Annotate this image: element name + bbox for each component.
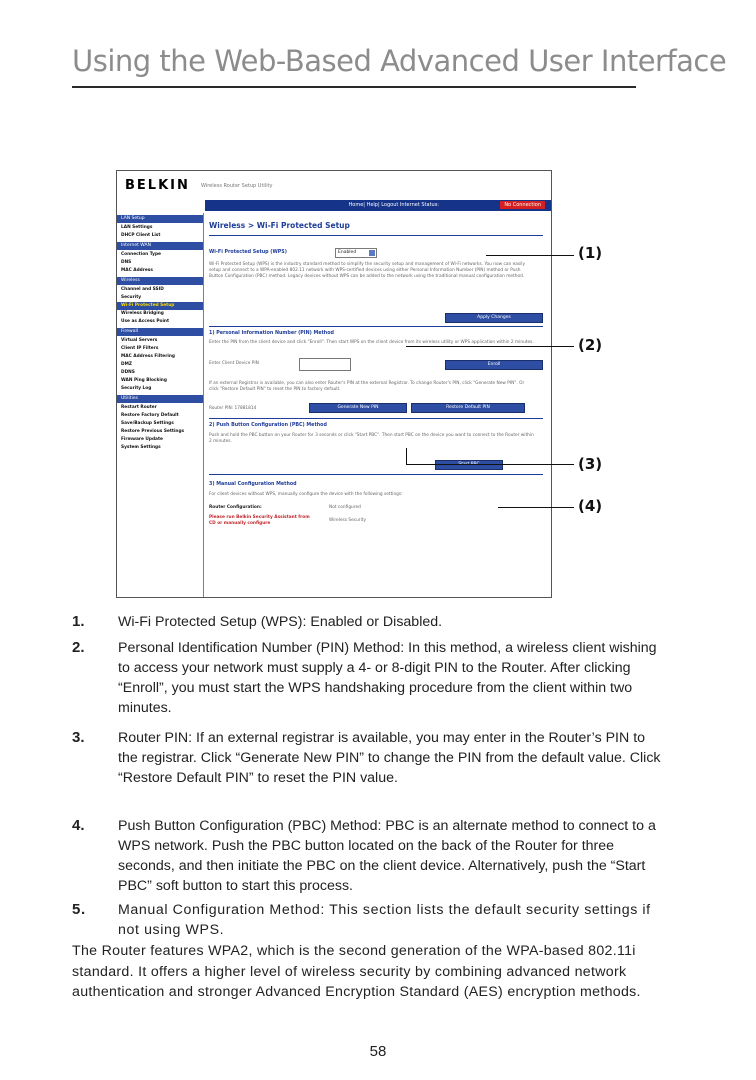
callout-line-4 [498,507,574,508]
brand-subtitle: Wireless Router Setup Utility [201,183,273,189]
callout-1: (1) [578,244,603,262]
sidebar-item[interactable]: Connection Type [121,252,161,257]
sidebar-section-header: Utilities [117,395,203,403]
sidebar-item[interactable]: Restore Previous Settings [121,429,185,434]
manual-description: For client devices without WPS, manually configure the device with the following settings: [209,492,403,497]
sidebar-section-header: Wireless [117,277,203,285]
list-number: 4. [72,817,85,834]
callout-2: (2) [578,336,603,354]
client-pin-input[interactable] [299,358,351,371]
router-pin: Router PIN: 17881814 [209,406,257,411]
router-sidebar [117,213,204,597]
router-ui-screenshot [116,170,552,598]
list-number: 2. [72,639,85,656]
list-number: 1. [72,613,85,630]
divider [209,326,543,327]
restore-default-pin-button[interactable]: Restore Default PIN [411,403,525,413]
sidebar-item[interactable]: Client IP Filters [121,346,159,351]
generate-new-pin-button[interactable]: Generate New PIN [309,403,407,413]
router-top-bar [205,200,551,211]
sidebar-item[interactable]: DDNS [121,370,135,375]
apply-changes-button[interactable]: Apply Changes [445,313,543,323]
sidebar-item[interactable]: Virtual Servers [121,338,158,343]
wps-description: Wi-Fi Protected Setup (WPS) is the industry standard method to simplify the security setup and management of Wi-Fi networks. You now can easily setup and connect to a WPA-enabled 802.11 network with WPS-certified devices using either Personal Information Number (PIN) method or Push Button Configuration (PBC) method. Legacy devices without WPS can be added to the network using the traditional manual configuration method. [209,262,526,279]
sidebar-item[interactable]: Firmware Update [121,437,163,442]
sidebar-item[interactable]: DMZ [121,362,132,367]
sidebar-item[interactable]: Restore Factory Default [121,413,179,418]
list-number: 5. [72,901,86,918]
sidebar-item[interactable]: MAC Address [121,268,153,273]
list-text: Router PIN: If an external registrar is available, you may enter in the Router’s PIN to the registrar. Click “Generate New PIN” to change the PIN from the default value. Click “Restore Default PIN” to reset the PIN value. [118,730,661,786]
sidebar-item[interactable]: Restart Router [121,405,157,410]
divider [209,474,543,475]
breadcrumb: Wireless > Wi-Fi Protected Setup [209,221,350,230]
divider [209,418,543,419]
list-number: 3. [72,729,85,746]
sidebar-item[interactable]: WAN Ping Blocking [121,378,167,383]
closing-paragraph: The Router features WPA2, which is the second generation of the WPA-based 802.11i standard. It offers a higher level of wireless security by combining advanced network authentication and stronger Advanced Encryption Standard (AES) encryption methods. [72,943,641,1000]
assistant-label: Please run Belkin Security Assistant from CD or manually configure [209,515,310,526]
page-title: Using the Web-Based Advanced User Interface [72,44,727,78]
top-links[interactable]: Home| Help| Logout Internet Status: [348,202,439,208]
sidebar-item[interactable]: DNS [121,260,132,265]
pin-description: Enter the PIN from the client device and click "Enroll". Then start WPS on the client device from its wireless utility or WPS application within 2 minutes. [209,340,534,345]
pbc-description: Push and hold the PBC button on your Router for 3 seconds or click "Start PBC". Then start PBC on the device you want to connect to the Router within 2 minutes. [209,433,534,444]
wps-select[interactable] [335,248,377,258]
router-config-label: Router Configuration: [209,505,262,510]
sidebar-item[interactable]: Wi-Fi Protected Setup [117,302,203,310]
assistant-value: Wireless Security [329,518,366,523]
sidebar-item[interactable]: MAC Address Filtering [121,354,175,359]
list-text: Wi-Fi Protected Setup (WPS): Enabled or Disabled. [118,614,443,630]
sidebar-item[interactable]: Use as Access Point [121,319,170,324]
belkin-logo: BELKIN [125,178,190,193]
callout-line-3-vertical [406,448,407,464]
sidebar-item[interactable]: Security Log [121,386,152,391]
registrar-description: If an external Registrar is available, you can also enter Router's PIN at the external Registrar. To change Router's PIN, click "Generate New PIN". Or click "Restore Default PIN" to reset the PIN to factory default. [209,381,525,392]
router-header [117,171,551,201]
list-text: Personal Identification Number (PIN) Method: In this method, a wireless client wishing to access your network must supply a 4- or 8-digit PIN to the Router. After clicking “Enroll”, you must start the WPS handshaking procedure from the client within two minutes. [118,640,657,716]
sidebar-section-header: Internet WAN [117,242,203,250]
sidebar-item[interactable]: Security [121,295,142,300]
enroll-button[interactable]: Enroll [445,360,543,370]
callout-line-1 [486,255,574,256]
client-pin-label: Enter Client Device PIN [209,361,259,366]
sidebar-item[interactable]: LAN Settings [121,225,153,230]
wps-label: Wi-Fi Protected Setup (WPS) [209,250,287,255]
wps-select-value: Enabled [338,250,357,255]
list-text: Manual Configuration Method: This section lists the default security settings if not using WPS. [118,902,651,938]
page-number: 58 [369,1043,387,1060]
status-badge: No Connection [500,201,545,209]
sidebar-item[interactable]: DHCP Client List [121,233,161,238]
list-text: Push Button Configuration (PBC) Method: PBC is an alternate method to connect to a WPS network. Push the PBC button located on the back of the Router for three seconds, and then initiate the PBC on the client device. Alternatively, push the “Start PBC” soft button to start this process. [118,818,656,894]
callout-4: (4) [578,497,603,515]
pbc-heading: 2) Push Button Configuration (PBC) Method [209,423,327,428]
chevron-down-icon [369,250,375,256]
sidebar-item[interactable]: System Settings [121,445,161,450]
pin-heading: 1) Personal Information Number (PIN) Method [209,331,334,336]
sidebar-item[interactable]: Channel and SSID [121,287,164,292]
router-config-value: Not configured [329,505,361,510]
title-rule [72,86,636,88]
sidebar-section-header: Firewall [117,328,203,336]
callout-line-3 [406,464,574,465]
sidebar-item[interactable]: Wireless Bridging [121,311,164,316]
callout-line-2 [406,346,574,347]
sidebar-section-header: LAN Setup [117,215,203,223]
start-pbc-button[interactable] [435,460,503,470]
sidebar-item[interactable]: Save/Backup Settings [121,421,174,426]
manual-heading: 3) Manual Configuration Method [209,482,297,487]
divider [209,235,543,236]
callout-3: (3) [578,455,603,473]
